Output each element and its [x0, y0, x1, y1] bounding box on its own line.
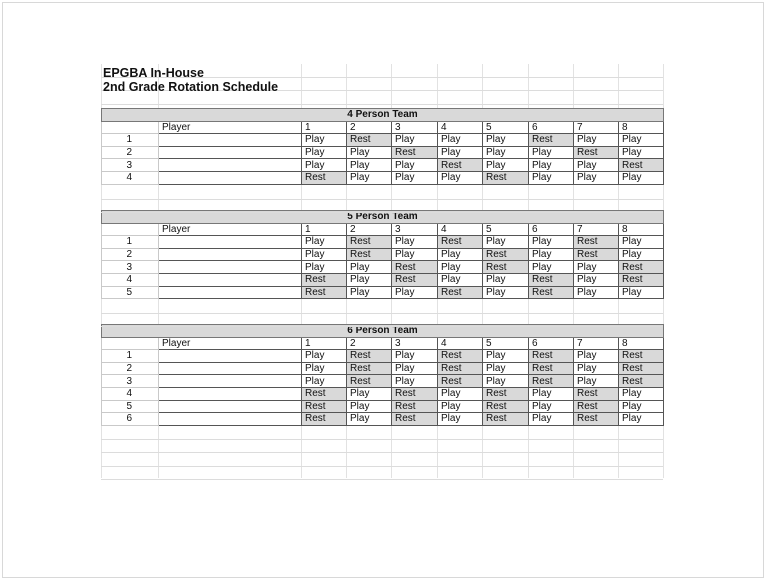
player-name-cell[interactable]: [159, 134, 302, 147]
play-cell: Play: [529, 387, 574, 400]
rest-cell: Rest: [302, 273, 347, 286]
table-row: [102, 146, 664, 159]
rest-cell: Rest: [483, 261, 529, 274]
play-cell: Play: [483, 159, 529, 172]
round-header: 7: [574, 121, 619, 134]
play-cell: Play: [392, 134, 438, 147]
round-header: 7: [574, 223, 619, 236]
rest-cell: Rest: [574, 413, 619, 426]
player-number: 4: [102, 387, 159, 400]
round-header: 3: [392, 223, 438, 236]
play-cell: Play: [438, 261, 483, 274]
player-name-cell[interactable]: [159, 413, 302, 426]
player-name-cell[interactable]: [159, 350, 302, 363]
player-number: 2: [102, 248, 159, 261]
title-line-1: EPGBA In-House: [103, 66, 204, 80]
play-cell: Play: [574, 362, 619, 375]
player-column-header: Player: [159, 223, 302, 236]
play-cell: Play: [483, 273, 529, 286]
rest-cell: Rest: [347, 350, 392, 363]
player-number: 4: [102, 171, 159, 184]
rest-cell: Rest: [574, 236, 619, 249]
table-row: [102, 261, 664, 274]
play-cell: Play: [483, 146, 529, 159]
player-number: 4: [102, 273, 159, 286]
table-row: [102, 236, 664, 249]
round-header: 6: [529, 337, 574, 350]
play-cell: Play: [619, 146, 664, 159]
rest-cell: Rest: [438, 236, 483, 249]
rest-cell: Rest: [529, 134, 574, 147]
table-row: [102, 159, 664, 172]
rest-cell: Rest: [529, 362, 574, 375]
table-row: [102, 375, 664, 388]
table-row: [102, 171, 664, 184]
play-cell: Play: [619, 413, 664, 426]
play-cell: Play: [574, 171, 619, 184]
rest-cell: Rest: [574, 248, 619, 261]
play-cell: Play: [619, 248, 664, 261]
player-name-cell[interactable]: [159, 387, 302, 400]
play-cell: Play: [483, 236, 529, 249]
team-table: [101, 108, 664, 185]
play-cell: Play: [438, 387, 483, 400]
rest-cell: Rest: [574, 387, 619, 400]
play-cell: Play: [574, 261, 619, 274]
play-cell: Play: [302, 236, 347, 249]
play-cell: Play: [347, 171, 392, 184]
team-header: 4 Person Team: [102, 109, 664, 122]
rest-cell: Rest: [347, 236, 392, 249]
table-row: [102, 387, 664, 400]
player-name-cell[interactable]: [159, 236, 302, 249]
round-header: 7: [574, 337, 619, 350]
round-header: 6: [529, 121, 574, 134]
rest-cell: Rest: [619, 273, 664, 286]
round-header: 2: [347, 337, 392, 350]
play-cell: Play: [347, 273, 392, 286]
rest-cell: Rest: [392, 146, 438, 159]
player-name-cell[interactable]: [159, 171, 302, 184]
play-cell: Play: [574, 286, 619, 299]
rest-cell: Rest: [483, 387, 529, 400]
play-cell: Play: [392, 362, 438, 375]
play-cell: Play: [392, 350, 438, 363]
play-cell: Play: [347, 159, 392, 172]
play-cell: Play: [483, 286, 529, 299]
player-name-cell[interactable]: [159, 400, 302, 413]
play-cell: Play: [483, 362, 529, 375]
play-cell: Play: [438, 134, 483, 147]
rest-cell: Rest: [483, 413, 529, 426]
round-header: 1: [302, 337, 347, 350]
player-name-cell[interactable]: [159, 159, 302, 172]
play-cell: Play: [529, 248, 574, 261]
player-number: 1: [102, 236, 159, 249]
player-name-cell[interactable]: [159, 248, 302, 261]
row-number-header: [102, 121, 159, 134]
play-cell: Play: [529, 413, 574, 426]
play-cell: Play: [619, 171, 664, 184]
player-column-header: Player: [159, 337, 302, 350]
play-cell: Play: [438, 400, 483, 413]
rest-cell: Rest: [392, 400, 438, 413]
rest-cell: Rest: [438, 375, 483, 388]
round-header: 5: [483, 337, 529, 350]
play-cell: Play: [392, 375, 438, 388]
rest-cell: Rest: [347, 362, 392, 375]
table-row: [102, 134, 664, 147]
play-cell: Play: [438, 146, 483, 159]
rest-cell: Rest: [438, 362, 483, 375]
play-cell: Play: [302, 350, 347, 363]
rest-cell: Rest: [438, 350, 483, 363]
rest-cell: Rest: [483, 171, 529, 184]
rest-cell: Rest: [302, 387, 347, 400]
rest-cell: Rest: [302, 413, 347, 426]
rest-cell: Rest: [529, 375, 574, 388]
play-cell: Play: [392, 159, 438, 172]
play-cell: Play: [483, 350, 529, 363]
play-cell: Play: [438, 248, 483, 261]
round-header: 5: [483, 223, 529, 236]
rest-cell: Rest: [392, 413, 438, 426]
play-cell: Play: [619, 286, 664, 299]
table-row: [102, 400, 664, 413]
player-number: 1: [102, 134, 159, 147]
round-header: 3: [392, 337, 438, 350]
play-cell: Play: [619, 400, 664, 413]
round-header: 5: [483, 121, 529, 134]
row-number-header: [102, 223, 159, 236]
table-row: [102, 413, 664, 426]
rest-cell: Rest: [438, 159, 483, 172]
play-cell: Play: [529, 236, 574, 249]
play-cell: Play: [438, 273, 483, 286]
round-header: 1: [302, 121, 347, 134]
play-cell: Play: [302, 375, 347, 388]
table-row: [102, 350, 664, 363]
play-cell: Play: [302, 362, 347, 375]
play-cell: Play: [302, 134, 347, 147]
play-cell: Play: [347, 261, 392, 274]
play-cell: Play: [347, 387, 392, 400]
sheet-rows-gap-1: [101, 186, 663, 213]
rest-cell: Rest: [302, 400, 347, 413]
sheet-rows-gap-2: [101, 300, 663, 327]
sheet-title: [103, 66, 278, 94]
play-cell: Play: [302, 159, 347, 172]
player-number: 3: [102, 159, 159, 172]
round-header: 4: [438, 121, 483, 134]
round-header: 8: [619, 121, 664, 134]
play-cell: Play: [302, 261, 347, 274]
rest-cell: Rest: [619, 375, 664, 388]
play-cell: Play: [619, 134, 664, 147]
player-number: 2: [102, 146, 159, 159]
play-cell: Play: [392, 286, 438, 299]
play-cell: Play: [574, 350, 619, 363]
play-cell: Play: [483, 134, 529, 147]
rest-cell: Rest: [483, 400, 529, 413]
team-table: [101, 210, 664, 299]
play-cell: Play: [529, 159, 574, 172]
rest-cell: Rest: [302, 286, 347, 299]
play-cell: Play: [529, 400, 574, 413]
play-cell: Play: [574, 134, 619, 147]
round-header: 6: [529, 223, 574, 236]
rest-cell: Rest: [392, 261, 438, 274]
player-column-header: Player: [159, 121, 302, 134]
play-cell: Play: [574, 273, 619, 286]
play-cell: Play: [574, 375, 619, 388]
team-table: [101, 324, 664, 426]
player-name-cell[interactable]: [159, 286, 302, 299]
rest-cell: Rest: [619, 362, 664, 375]
rest-cell: Rest: [438, 286, 483, 299]
round-header: 8: [619, 223, 664, 236]
play-cell: Play: [529, 171, 574, 184]
round-header: 8: [619, 337, 664, 350]
player-name-cell[interactable]: [159, 362, 302, 375]
play-cell: Play: [392, 236, 438, 249]
player-number: 3: [102, 375, 159, 388]
rest-cell: Rest: [483, 248, 529, 261]
rest-cell: Rest: [619, 350, 664, 363]
table-row: [102, 286, 664, 299]
player-number: 2: [102, 362, 159, 375]
play-cell: Play: [392, 248, 438, 261]
player-number: 1: [102, 350, 159, 363]
rest-cell: Rest: [619, 261, 664, 274]
play-cell: Play: [302, 146, 347, 159]
play-cell: Play: [347, 413, 392, 426]
rest-cell: Rest: [347, 134, 392, 147]
round-header: 4: [438, 223, 483, 236]
team-header: 6 Person Team: [102, 325, 664, 338]
rest-cell: Rest: [392, 387, 438, 400]
play-cell: Play: [347, 146, 392, 159]
table-row: [102, 362, 664, 375]
play-cell: Play: [438, 413, 483, 426]
play-cell: Play: [529, 146, 574, 159]
row-number-header: [102, 337, 159, 350]
team-header: 5 Person Team: [102, 211, 664, 224]
rest-cell: Rest: [574, 146, 619, 159]
round-header: 3: [392, 121, 438, 134]
round-header: 2: [347, 223, 392, 236]
player-name-cell[interactable]: [159, 375, 302, 388]
play-cell: Play: [392, 171, 438, 184]
play-cell: Play: [347, 286, 392, 299]
play-cell: Play: [574, 159, 619, 172]
play-cell: Play: [302, 248, 347, 261]
rest-cell: Rest: [574, 400, 619, 413]
rest-cell: Rest: [392, 273, 438, 286]
play-cell: Play: [438, 171, 483, 184]
play-cell: Play: [619, 387, 664, 400]
rest-cell: Rest: [529, 273, 574, 286]
player-number: 3: [102, 261, 159, 274]
rest-cell: Rest: [302, 171, 347, 184]
table-row: [102, 248, 664, 261]
player-number: 6: [102, 413, 159, 426]
round-header: 4: [438, 337, 483, 350]
player-name-cell[interactable]: [159, 146, 302, 159]
player-name-cell[interactable]: [159, 273, 302, 286]
round-header: 1: [302, 223, 347, 236]
round-header: 2: [347, 121, 392, 134]
play-cell: Play: [347, 400, 392, 413]
rest-cell: Rest: [529, 286, 574, 299]
play-cell: Play: [619, 236, 664, 249]
rest-cell: Rest: [347, 375, 392, 388]
player-number: 5: [102, 400, 159, 413]
sheet-rows-bottom: [101, 426, 663, 480]
rest-cell: Rest: [529, 350, 574, 363]
play-cell: Play: [529, 261, 574, 274]
rest-cell: Rest: [619, 159, 664, 172]
table-row: [102, 273, 664, 286]
play-cell: Play: [483, 375, 529, 388]
player-name-cell[interactable]: [159, 261, 302, 274]
title-line-2: 2nd Grade Rotation Schedule: [103, 80, 279, 94]
player-number: 5: [102, 286, 159, 299]
rest-cell: Rest: [347, 248, 392, 261]
